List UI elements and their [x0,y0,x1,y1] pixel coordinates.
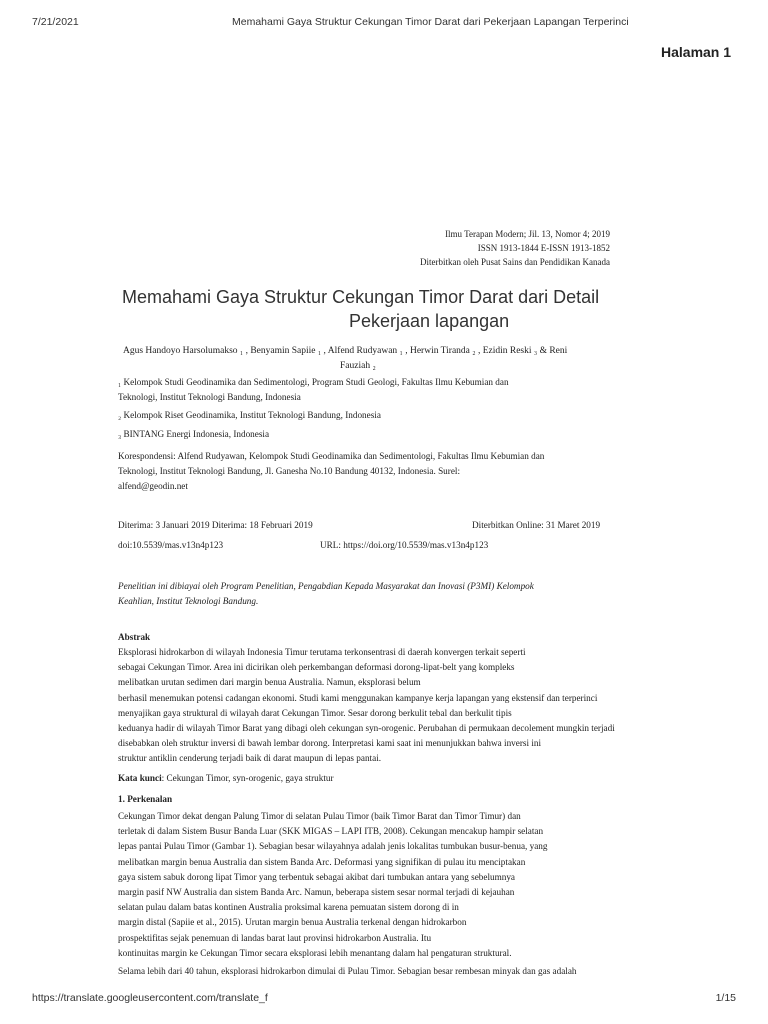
article-title-line-2: Pekerjaan lapangan [349,311,510,331]
doi-url: URL: https://doi.org/10.5539/mas.v13n4p123 [320,540,489,550]
affiliation-3: ₃ BINTANG Energi Indonesia, Indonesia [118,428,270,439]
keywords [118,771,334,786]
footer-url: https://translate.googleusercontent.com/translate_f [32,992,268,1004]
abstract-line: sebagai Cekungan Timor. Area ini dicirikan oleh perkembangan deformasi dorong-lipat-belt yang kompleks [118,662,515,673]
abstract-line: menyajikan gaya struktural di wilayah darat Cekungan Timor. Sesar dorong berkulit tebal dan berkulit tipis [118,707,512,718]
correspondence-line-1: Korespondensi: Alfend Rudyawan, Kelompok Studi Geodinamika dan Sedimentologi, Fakultas Ilmu Kebumian dan [118,451,545,461]
section-1-heading: 1. Perkenalan [118,794,173,804]
abstract-line: struktur antiklin cenderung terjadi baik di darat maupun di lepas pantai. [118,753,382,764]
published-date: Diterbitkan Online: 31 Maret 2019 [472,520,601,530]
received-dates: Diterima: 3 Januari 2019 Diterima: 18 Februari 2019 [118,520,313,530]
section-1-line: kontinuitas margin ke Cekungan Timor secara eksplorasi lebih menantang dalam hal pengaturan struktural. [118,947,512,958]
authors-line-2: Fauziah ₂ [340,361,376,371]
abstract-line: keduanya hadir di wilayah Timor Barat yang dibagi oleh cekungan syn-orogenic. Perubahan di permukaan decolement mungkin terjadi [118,723,615,734]
keywords-label: Kata kunci [118,773,162,783]
affiliation-1-line-2: Teknologi, Institut Teknologi Bandung, Indonesia [118,392,301,403]
section-1-line: gaya sistem sabuk dorong lipat Timor yang terbentuk sebagai akibat dari tumbukan antara yang sebelumnya [118,871,516,882]
page-label: Halaman 1 [661,44,732,60]
section-1-line: prospektifitas sejak penemuan di landas barat laut provinsi hidrokarbon Australia. Itu [118,932,432,943]
abstract-line: melibatkan urutan sedimen dari margin benua Australia. Namun, eksplorasi belum [118,677,421,688]
section-1-next-paragraph: Selama lebih dari 40 tahun, eksplorasi hidrokarbon dimulai di Pulau Timor. Sebagian besar rembesan minyak dan gas adalah [118,966,577,976]
funding-line-1: Penelitian ini dibiayai oleh Program Penelitian, Pengabdian Kepada Masyarakat dan Inovasi (P3MI) Kelompok [118,581,534,591]
affiliations [118,375,509,442]
funding-line-2: Keahlian, Institut Teknologi Bandung. [118,596,259,607]
affiliation-2: ₂ Kelompok Riset Geodinamika, Institut Teknologi Bandung, Indonesia [118,410,381,421]
section-1-line: Cekungan Timor dekat dengan Palung Timor di selatan Pulau Timor (baik Timor Barat dan Timor Timur) dan [118,811,521,821]
browser-title: Memahami Gaya Struktur Cekungan Timor Darat dari Pekerjaan Lapangan Terperinci [232,16,629,28]
print-date: 7/21/2021 [32,16,79,28]
abstract-line: Eksplorasi hidrokarbon di wilayah Indonesia Timur terutama terkonsentrasi di daerah konvergen terkait seperti [118,647,526,657]
keywords-text: : Cekungan Timor, syn-orogenic, gaya struktur [161,773,334,783]
journal-line-3: Diterbitkan oleh Pusat Sains dan Pendidikan Kanada [420,257,610,267]
abstract-body [118,645,615,767]
abstract-line: disebabkan oleh struktur inversi di bawah lembar dorong. Interpretasi kami saat ini menunjukkan bahwa inversi ini [118,738,542,749]
section-1-line: margin pasif NW Australia dan sistem Banda Arc. Namun, beberapa sistem sesar normal terjadi di kejauhan [118,887,515,898]
article-title-line-1: Memahami Gaya Struktur Cekungan Timor Darat dari Detail [122,287,600,307]
funding-note [118,579,534,609]
section-1-line: lepas pantai Pulau Timor (Gambar 1). Sebagian besar wilayahnya adalah jenis lokalitas tumbukan busur-benua, yang [118,841,548,852]
section-1-line: margin distal (Sapiie et al., 2015). Urutan margin benua Australia terkenal dengan hidrokarbon [118,917,467,928]
correspondence [118,449,544,495]
section-1-line: terletak di dalam Sistem Busur Banda Luar (SKK MIGAS – LAPI ITB, 2008). Cekungan mencakup hampir selatan [118,826,544,837]
abstract-line: berhasil menemukan potensi cadangan ekonomi. Studi kami menggunakan kampanye kerja lapangan yang ekstensif dan terperinci [118,692,598,703]
affiliation-1-line-1: ₁ Kelompok Studi Geodinamika dan Sedimentologi, Program Studi Geologi, Fakultas Ilmu Kebumian dan [118,377,509,387]
correspondence-line-2: Teknologi, Institut Teknologi Bandung, Jl. Ganesha No.10 Bandung 40132, Indonesia. Surel: [118,466,461,477]
section-1-line: selatan pulau dalam batas kontinen Australia proksimal karena pemuatan sistem dorong di in [118,902,459,913]
section-1-line: melibatkan margin benua Australia dan sistem Banda Arc. Deformasi yang signifikan di pulau itu menciptakan [118,856,526,867]
correspondence-email: alfend@geodin.net [118,481,188,492]
footer-page-number: 1/15 [715,992,736,1004]
journal-line-2: ISSN 1913-1844 E-ISSN 1913-1852 [477,243,610,253]
abstract-heading: Abstrak [118,632,151,642]
section-1-body [118,809,547,961]
authors-line-1: Agus Handoyo Harsolumakso ₁ , Benyamin Sapiie ₁ , Alfend Rudyawan ₁ , Herwin Tiranda ₂ , Ezidin Reski ₃ & Reni [123,346,568,356]
doi: doi:10.5539/mas.v13n4p123 [118,540,224,550]
journal-line-1: Ilmu Terapan Modern; Jil. 13, Nomor 4; 2019 [445,229,610,239]
